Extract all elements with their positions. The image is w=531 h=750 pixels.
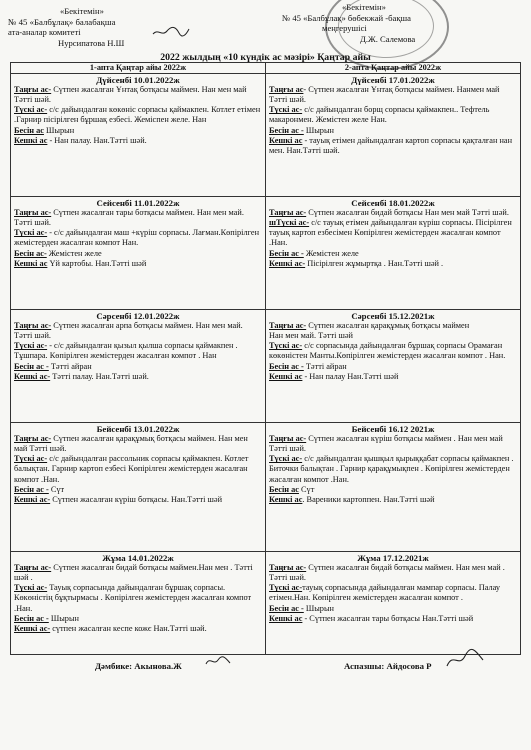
- meal-label: Кешкі ас: [269, 135, 303, 145]
- signature-cook: [445, 648, 485, 670]
- day-cell-left: [11, 310, 266, 423]
- meal-line: [269, 495, 517, 505]
- meal-text: с/с дайындалған көкөніс сорпасы қаймакпен. Котлет етімен .Гарнир пісірілген бұршақ езбесі. Жеміспен желе. Нан: [14, 105, 261, 125]
- meal-label: Таңғы ас-: [269, 434, 307, 444]
- meal-text: Пісірілген жұмыртқа . Нан.Тәтті шәй .: [305, 258, 444, 268]
- meal-line: [269, 434, 517, 454]
- meal-text: - с/с дайындалған маш +күріш сорпасы. Лағман.Көпірілген жемістерден жасалған компот Нан.: [14, 228, 260, 248]
- meal-label: Кешкі ас: [269, 371, 303, 381]
- meal-label: шТүскі ас-: [269, 218, 310, 228]
- header-right-approve: «Бекітемін»: [342, 2, 386, 12]
- meal-line: [14, 249, 262, 259]
- meal-label: Таңғы ас-: [14, 85, 52, 95]
- meal-line: [14, 259, 262, 269]
- meal-text: Сүтпен жасалған арпа ботқасы маймен. Нан мен май. Тәтті шәй.: [14, 321, 243, 341]
- meal-label: Кешкі ас: [269, 494, 303, 504]
- meal-line: [14, 372, 262, 382]
- meal-label: Кешкі ас-: [269, 258, 306, 268]
- day-title: Бейсенбі 16.12 2021ж: [351, 424, 435, 435]
- meal-label: Таңғы ас-: [269, 321, 307, 331]
- day-title: Сәрсенбі 12.01.2022ж: [96, 311, 180, 322]
- meal-text: с/с дайындалған рассольник сорпасы қаймакпен. Котлет балықтан. Гарнир картоп езбесі Көпірілген жемістерден жасалған компот .Нан.: [14, 454, 249, 484]
- meal-label: Таңғы ас: [269, 85, 304, 95]
- meal-text: с/с тауық етімен дайындалған күріш сорпасы. Пісірілген тауық картоп езбесімен Көпірілген жемістерден жасалған компот .Нан.: [269, 218, 512, 248]
- meal-label: Таңғы ас-: [14, 434, 52, 444]
- meal-text: Тауық сорпасында дайындалған бұршақ сорпасы. Көкөністің бұқтырмасы . Көпірілген жемістерден жасалған компот .Нан.: [14, 583, 252, 613]
- meal-text: Шырын: [303, 125, 334, 135]
- meal-line: [14, 321, 262, 341]
- meal-label: Бесін ас -: [269, 248, 304, 258]
- meal-label: Түскі ас-: [269, 583, 303, 593]
- meal-text: Тәтті айран: [303, 361, 347, 371]
- meal-text: Сүтпен жасалған бидай ботқасы маймен.Нан мен . Тәтті шәй .: [14, 563, 253, 583]
- meal-text: Сүт: [48, 484, 65, 494]
- day-cell-left: [11, 552, 266, 655]
- meal-line: [269, 126, 517, 136]
- week-right-header: 2-апта Қаңтар айы 2022ж: [266, 63, 521, 74]
- meal-text: - Сүтпен жасалған Ұнтақ ботқасы маймен. Нанмен май Тәтті шәй.: [269, 85, 500, 105]
- meal-text: с/с дайындалған борщ сорпасы қаймакпен.. Тефтель макаронмен. Жемістен желе Нан.: [269, 105, 490, 125]
- meal-label: Бесін ас -: [269, 361, 304, 371]
- meal-text: - с/с дайындалған қызыл қылша сорпасы қаймакпен . Тұшпара. Көпірілген жемістерден жасалған компот . Нан: [14, 341, 238, 361]
- meal-text: . Вареники картоппен. Нан.Тәтті шәй: [302, 494, 435, 504]
- header-left-line-1: № 45 «Балбұлақ» балабақша: [8, 16, 116, 27]
- meal-text: Сүтпен жасалған бидай ботқасы маймен. Нан мен май . Тәтті шәй.: [269, 563, 505, 583]
- day-cell-right: [266, 74, 521, 197]
- day-title: Сәрсенбі 15.12.2021ж: [351, 311, 435, 322]
- meal-text: тауық сорпасында дайындалған мампар сорпасы. Палау етімен.Нан. Көпірілген жемістерден жасалған компот .: [269, 583, 501, 603]
- day-title: Жұма 14.01.2022ж: [102, 553, 174, 564]
- meal-label: Бесін ас -: [269, 125, 304, 135]
- day-cell-right: [266, 310, 521, 423]
- meal-label: Кешкі ас-: [14, 494, 51, 504]
- meal-label: Түскі ас-: [269, 341, 303, 351]
- day-title: Сейсенбі 11.01.2022ж: [96, 198, 180, 209]
- meal-label: Кешкі ас-: [14, 623, 51, 633]
- meal-line: [269, 614, 517, 624]
- header-right-block: [282, 2, 522, 44]
- day-cell-left: [11, 423, 266, 552]
- meal-label: Таңғы ас-: [269, 208, 307, 218]
- meal-line: [269, 362, 517, 372]
- day-row: [11, 423, 521, 552]
- meal-line: [269, 85, 517, 105]
- day-title: Дүйсенбі 10.01.2022ж: [96, 75, 180, 86]
- meal-line: [14, 434, 262, 454]
- meal-line: [269, 249, 517, 259]
- header-right-line-2: меңгерушісі: [322, 23, 367, 33]
- meal-text: Нан мен май. Тәтті шәй: [269, 331, 353, 341]
- meal-label: Түскі ас-: [269, 105, 303, 115]
- meal-label: Таңғы ас-: [14, 563, 52, 573]
- meal-label: Түскі ас-: [14, 105, 48, 115]
- meal-line: [14, 341, 262, 361]
- meal-label: Кешкі ас-: [14, 371, 51, 381]
- meal-text: с/с сорпасында дайындалған бұршақ сорпасы Орамаған көкөністен Манты.Көпірілген жемістерден жасалған компот . Нан.: [269, 341, 506, 361]
- header-left-approve: «Бекітемін»: [60, 6, 104, 16]
- meal-text: Үй картобы. Нан.Тәтті шәй: [47, 258, 147, 268]
- meal-line: [269, 136, 517, 156]
- meal-text: Шырын: [48, 613, 79, 623]
- meal-line: [14, 495, 262, 505]
- day-title: Бейсенбі 13.01.2022ж: [96, 424, 180, 435]
- meal-line: [14, 583, 262, 613]
- meal-label: Бесін ас -: [269, 603, 304, 613]
- meal-text: Сүтпен жасалған күріш ботқасы. Нан.Тәтті шәй: [50, 494, 223, 504]
- meal-label: Түскі ас-: [14, 228, 48, 238]
- meal-label: Бесін ас: [269, 484, 299, 494]
- menu-table: [10, 62, 521, 655]
- footer-cook: Аспазшы: Айдосова Р: [344, 661, 432, 671]
- meal-line: [14, 126, 262, 136]
- meal-label: Таңғы ас-: [269, 563, 307, 573]
- meal-line: [14, 85, 262, 105]
- meal-line: [14, 614, 262, 624]
- meal-label: Түскі ас-: [14, 583, 48, 593]
- day-title: Жұма 17.12.2021ж: [357, 553, 429, 564]
- meal-text: Жемістен желе: [46, 248, 102, 258]
- header-left-line-3: Нурсипатова Н.Ш: [58, 37, 125, 48]
- day-row: [11, 74, 521, 197]
- meal-label: Бесін ас -: [14, 484, 49, 494]
- meal-label: Кешкі ас: [14, 258, 48, 268]
- meal-text: Сүтпен жасалған күріш ботқасы маймен . Нан мен май Тәтті шәй.: [269, 434, 503, 454]
- meal-text: Сүтпен жасалған қарақұмық ботқасы маймен. Нан мен май Тәтті шәй.: [14, 434, 248, 454]
- meal-line: [269, 321, 517, 331]
- meal-text: - Нан палау. Нан.Тәтті шәй.: [47, 135, 147, 145]
- meal-text: Сүтпен жасалған қарақұмық ботқасы маймен: [306, 321, 470, 331]
- meal-line: [269, 563, 517, 583]
- meal-text: - Сүтпен жасалған тары ботқасы Нан.Тәтті шәй: [302, 613, 474, 623]
- meal-line: [269, 208, 517, 218]
- meal-text: Сүтпен жасалған бидай ботқасы Нан мен май Тәтті шәй.: [306, 208, 509, 218]
- meal-line: [269, 604, 517, 614]
- meal-label: Кешкі ас: [269, 613, 303, 623]
- week-header-row: [11, 63, 521, 74]
- meal-label: Таңғы ас-: [14, 321, 52, 331]
- meal-label: Бесін ас -: [14, 361, 49, 371]
- meal-text: сүтпен жасалған кеспе кожє Нан.Тәтті шәй.: [50, 623, 207, 633]
- meal-label: Бесін ас: [14, 125, 44, 135]
- meal-line: [269, 218, 517, 248]
- meal-line: [14, 454, 262, 484]
- day-cell-right: [266, 552, 521, 655]
- meal-line: [14, 105, 262, 125]
- signature-left: [152, 26, 190, 38]
- meal-line: [269, 372, 517, 382]
- meal-line: [14, 624, 262, 634]
- meal-line: [269, 454, 517, 484]
- header-left-line-2: ата-аналар комитеті: [8, 27, 81, 37]
- day-cell-right: [266, 197, 521, 310]
- menu-title: 2022 жылдың «10 күндік ас мәзірі» Қаңтар айы: [160, 52, 371, 63]
- meal-text: - Нан палау Нан.Тәтті шәй: [302, 371, 399, 381]
- meal-line: [269, 105, 517, 125]
- meal-line: [14, 362, 262, 372]
- meal-line: [269, 331, 517, 341]
- meal-text: Шырын: [303, 603, 334, 613]
- day-row: [11, 310, 521, 423]
- day-cell-left: [11, 197, 266, 310]
- meal-line: [14, 136, 262, 146]
- meal-line: [269, 341, 517, 361]
- day-cell-left: [11, 74, 266, 197]
- meal-line: [14, 208, 262, 228]
- meal-label: Түскі ас-: [269, 454, 303, 464]
- meal-label: Бесін ас-: [14, 248, 47, 258]
- meal-label: Бесін ас -: [14, 613, 49, 623]
- meal-text: Тәтті айран: [48, 361, 92, 371]
- meal-label: Кешкі ас: [14, 135, 48, 145]
- meal-line: [269, 259, 517, 269]
- header-right-line-1: № 45 «Балбұлақ» бөбекжай -бақша: [282, 12, 411, 23]
- meal-line: [14, 228, 262, 248]
- meal-line: [14, 563, 262, 583]
- meal-text: Тәтті палау. Нан.Тәтті шәй.: [50, 371, 149, 381]
- day-title: Дүйсенбі 17.01.2022ж: [351, 75, 435, 86]
- meal-text: Жемістен желе: [303, 248, 359, 258]
- meal-text: Шырын: [43, 125, 75, 135]
- day-cell-right: [266, 423, 521, 552]
- meal-line: [14, 485, 262, 495]
- day-row: [11, 197, 521, 310]
- meal-label: Таңғы ас-: [14, 208, 52, 218]
- meal-text: с/с дайындалған қышқыл қырыққабат сорпасы қаймакпен . Биточки балықтан . Гарнир қарақұмықпен . Көпірілген жемістерден жасалған компот .Нан.: [269, 454, 514, 484]
- footer-dietitian: Дәмбике: Акынова.Ж: [95, 661, 182, 671]
- header-right-line-3: Д.Ж. Салемова: [360, 33, 416, 44]
- meal-label: Түскі ас-: [14, 454, 48, 464]
- meal-text: Сүтпен жасалған тары ботқасы маймен. Нан мен май. Тәтті шәй.: [14, 208, 244, 228]
- meal-line: [269, 485, 517, 495]
- day-row: [11, 552, 521, 655]
- meal-text: Сүт: [298, 484, 315, 494]
- signature-dietitian: [205, 654, 231, 668]
- meal-line: [269, 583, 517, 603]
- meal-text: - тауық етімен дайындалған картоп сорпасы қақталған нан мен. Нан.Тәтті шәй.: [269, 135, 513, 155]
- day-title: Сейсенбі 18.01.2022ж: [351, 198, 435, 209]
- meal-label: Түскі ас-: [14, 341, 48, 351]
- week-left-header: 1-апта Қаңтар айы 2022ж: [11, 63, 266, 74]
- meal-text: Сүтпен жасалған Ұнтақ ботқасы маймен. Нан мен май Тәтті шәй.: [14, 85, 247, 105]
